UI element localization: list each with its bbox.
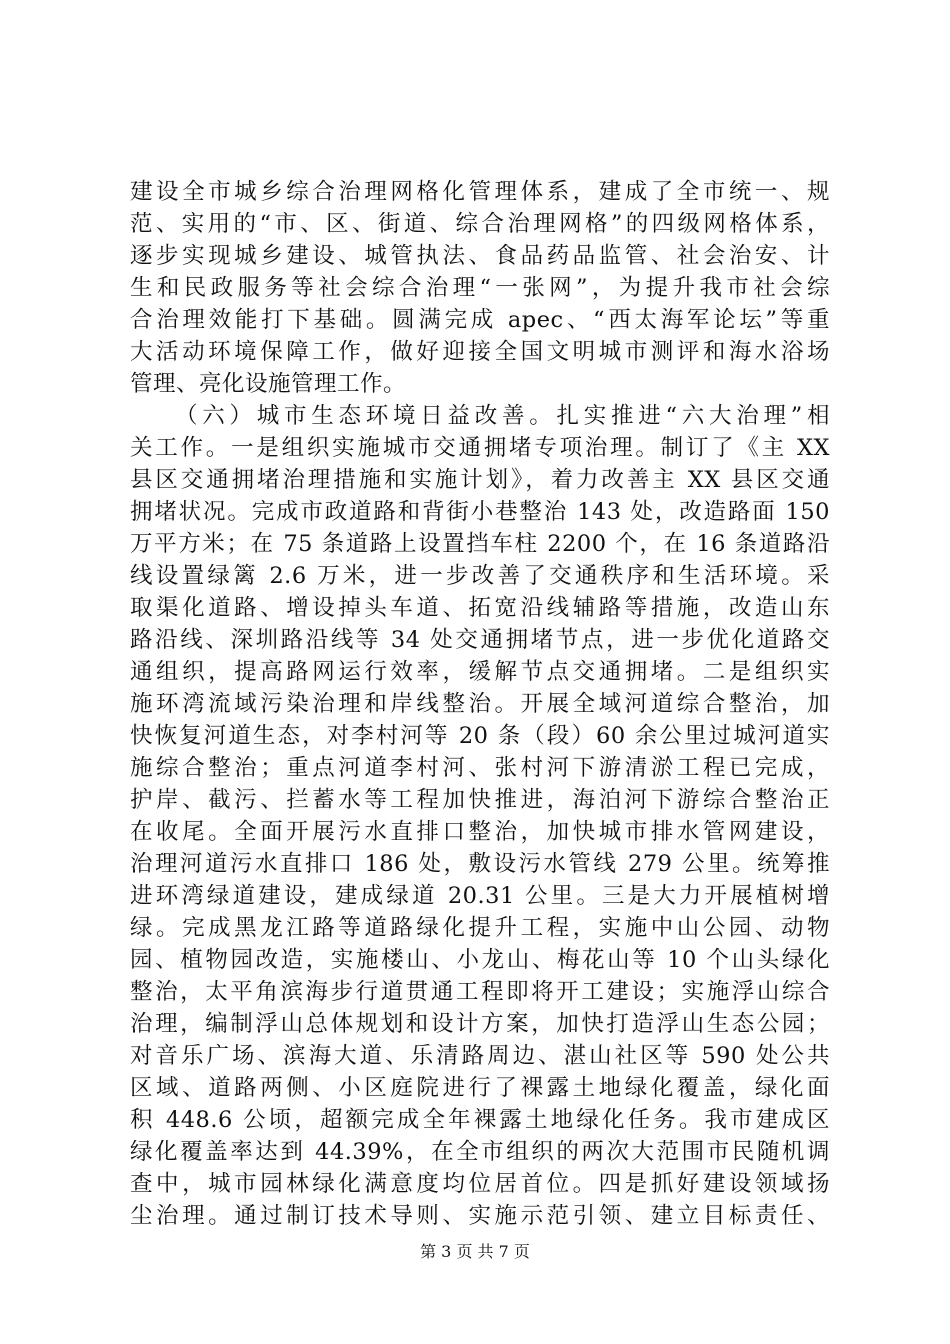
- text-line: 建设全市城乡综合治理网格化管理体系，建成了全市统一、规: [130, 179, 830, 205]
- text-line: 护岸、截污、拦蓄水等工程加快推进，海泊河下游综合整治正: [130, 787, 830, 813]
- text-line: 生和民政服务等社会综合治理“一张网”，为提升我市社会综: [130, 275, 830, 301]
- text-line: 施环湾流域污染治理和岸线整治。开展全域河道综合整治，加: [130, 691, 830, 717]
- text-line: 快恢复河道生态，对李村河等 20 条（段）60 余公里过城河道实: [130, 723, 830, 749]
- text-line: 绿。完成黑龙江路等道路绿化提升工程，实施中山公园、动物: [130, 915, 830, 941]
- text-line: 通组织，提高路网运行效率，缓解节点交通拥堵。二是组织实: [130, 659, 830, 685]
- text-line: 对音乐广场、滨海大道、乐清路周边、湛山社区等 590 处公共: [130, 1043, 830, 1069]
- page-number-footer: 第 3 页 共 7 页: [420, 1242, 530, 1261]
- text-line: 拥堵状况。完成市政道路和背街小巷整治 143 处，改造路面 150: [130, 499, 830, 525]
- text-line: 绿化覆盖率达到 44.39%，在全市组织的两次大范围市民随机调: [130, 1139, 830, 1165]
- text-line: 查中，城市园林绿化满意度均位居首位。四是抓好建设领域扬: [130, 1171, 830, 1197]
- text-line: 取渠化道路、增设掉头车道、拓宽沿线辅路等措施，改造山东: [130, 595, 830, 621]
- text-line: 区域、道路两侧、小区庭院进行了裸露土地绿化覆盖，绿化面: [130, 1075, 830, 1101]
- text-line: 进环湾绿道建设，建成绿道 20.31 公里。三是大力开展植树增: [130, 883, 830, 909]
- text-line: 施综合整治；重点河道李村河、张村河下游清淤工程已完成，: [130, 755, 830, 781]
- body-text: [130, 176, 830, 1232]
- text-line: 大活动环境保障工作，做好迎接全国文明城市测评和海水浴场: [130, 339, 830, 365]
- text-line: 县区交通拥堵治理措施和实施计划》，着力改善主 XX 县区交通: [130, 467, 830, 493]
- section-heading-line: （六）城市生态环境日益改善。扎实推进“六大治理”相: [175, 403, 830, 429]
- text-line: 尘治理。通过制订技术导则、实施示范引领、建立目标责任、: [130, 1203, 830, 1229]
- text-line: 关工作。一是组织实施城市交通拥堵专项治理。制订了《主 XX: [130, 435, 830, 461]
- text-line: 治理河道污水直排口 186 处，敷设污水管线 279 公里。统筹推: [130, 851, 830, 877]
- text-line: 万平方米；在 75 条道路上设置挡车柱 2200 个，在 16 条道路沿: [130, 531, 830, 557]
- text-line: 范、实用的“市、区、街道、综合治理网格”的四级网格体系，: [130, 211, 830, 237]
- text-line: 园、植物园改造，实施楼山、小龙山、梅花山等 10 个山头绿化: [130, 947, 830, 973]
- text-line: 合治理效能打下基础。圆满完成 apec、“西太海军论坛”等重: [130, 307, 830, 333]
- text-line: 线设置绿篱 2.6 万米，进一步改善了交通秩序和生活环境。采: [130, 563, 830, 589]
- text-line: 管理、亮化设施管理工作。: [130, 371, 407, 397]
- text-line: 逐步实现城乡建设、城管执法、食品药品监管、社会治安、计: [130, 243, 830, 269]
- text-line: 治理，编制浮山总体规划和设计方案，加快打造浮山生态公园；: [130, 1011, 830, 1037]
- text-line: 在收尾。全面开展污水直排口整治，加快城市排水管网建设，: [130, 819, 830, 845]
- text-line: 路沿线、深圳路沿线等 34 处交通拥堵节点，进一步优化道路交: [130, 627, 830, 653]
- text-line: 积 448.6 公顷，超额完成全年裸露土地绿化任务。我市建成区: [130, 1107, 830, 1133]
- text-line: 整治，太平角滨海步行道贯通工程即将开工建设；实施浮山综合: [130, 979, 830, 1005]
